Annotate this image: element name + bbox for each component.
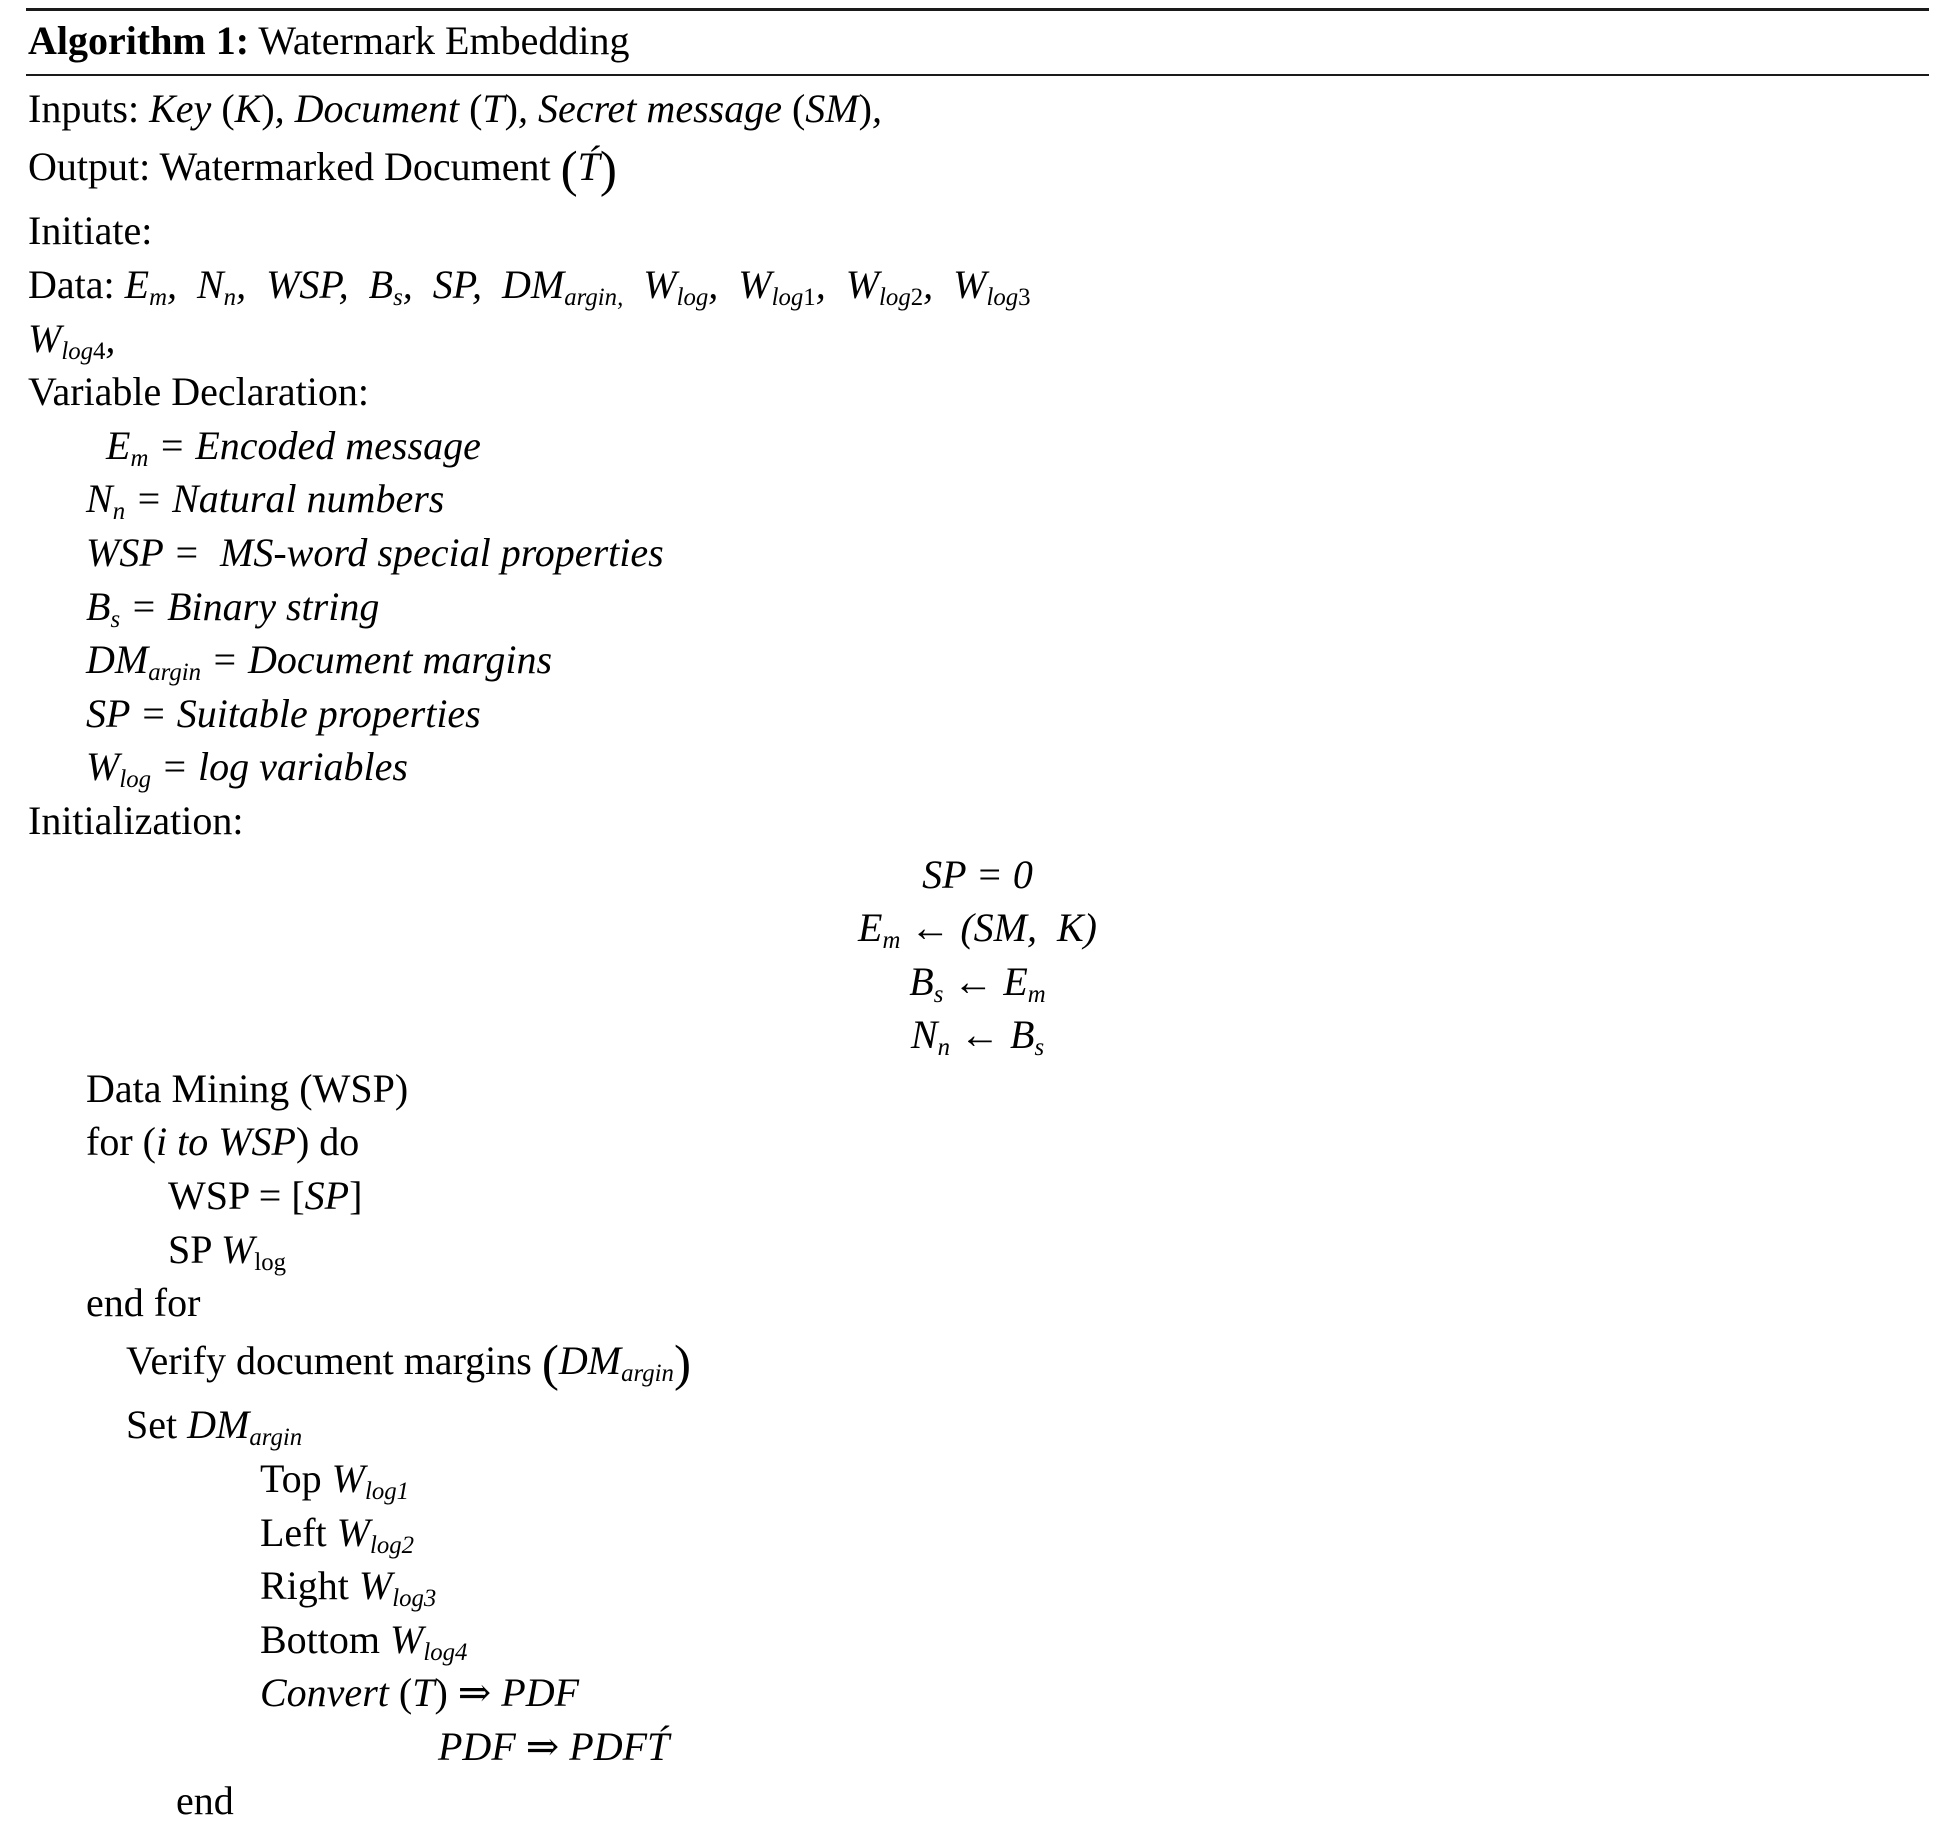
step-wsp-assign: WSP = [SP] — [168, 1173, 363, 1219]
algorithm-block — [26, 0, 1929, 1837]
declaration-item: $W_{log} = \log$ variables — [86, 744, 408, 794]
step-sp-wlog: SP $W_{log}$ — [168, 1226, 287, 1276]
initialization-label: Initialization: — [28, 797, 244, 843]
declaration-item: WSP = MS-word special properties — [86, 529, 664, 575]
declaration-item: $DM_{argin}$ = Document margins — [86, 637, 553, 687]
algorithm-title-text: Watermark Embedding — [258, 18, 630, 63]
declaration-item: SP = Suitable properties — [86, 690, 481, 736]
step-verify-margins: Verify document margins $(DM_{argin})$ — [126, 1334, 691, 1392]
output-value: Watermarked Document (T́) — [159, 140, 617, 198]
equation-line: $E_m$ ← (SM, K) — [858, 905, 1097, 955]
equation-line: $N_n$ ← $B_s$ — [910, 1012, 1045, 1062]
variable-declaration-label: Variable Declaration: — [28, 369, 369, 415]
data-line-2: $W_{log4}$, — [28, 315, 116, 365]
step-margin-bottom: Bottom $W_{log4}$ — [260, 1616, 468, 1666]
step-for-loop: for (i to WSP) do — [86, 1119, 360, 1165]
step-set-margins: Set $DM_{argin}$ — [126, 1402, 303, 1452]
step-pdf-output: PDF ⇒ PDFT́ — [438, 1724, 670, 1770]
declaration-item: $N_n$ = Natural numbers — [86, 476, 445, 526]
step-data-mining: Data Mining (WSP) — [86, 1065, 409, 1111]
equation-line: SP = 0 — [922, 851, 1033, 897]
declaration-item: $B_s$ = Binary string — [86, 583, 380, 633]
equation-line: $B_s$ ← $E_m$ — [909, 958, 1046, 1008]
data-line-1: Data: $E_m$, $N_n$, WSP, $B_s$, SP, $DM_{argin,}$ $W_{log}$, $W_{log1}$, $W_{log2}$, $W_{log3}$ — [28, 261, 1031, 311]
output-line — [28, 136, 1927, 205]
initialization-equations — [28, 848, 1927, 1062]
initiate-label: Initiate: — [28, 208, 153, 254]
step-convert: Convert (T) ⇒ PDF — [260, 1670, 580, 1716]
step-margin-right: Right $W_{log3}$ — [260, 1563, 437, 1613]
inputs-value: Key (K), Document (T), Secret message (SM), — [149, 86, 882, 132]
output-label: Output: — [28, 143, 151, 189]
step-end-for: end for — [86, 1280, 201, 1326]
algorithm-label: Algorithm 1: — [28, 18, 250, 63]
step-margin-left: Left $W_{log2}$ — [260, 1509, 415, 1559]
step-margin-top: Top $W_{log1}$ — [260, 1456, 410, 1505]
declaration-item: $E_m$ = Encoded message — [86, 422, 481, 472]
inputs-label: Inputs: — [28, 86, 140, 132]
step-end: end — [176, 1777, 234, 1823]
algorithm-title — [26, 11, 1929, 74]
algorithm-body — [26, 76, 1929, 1837]
inputs-line — [28, 82, 1927, 136]
